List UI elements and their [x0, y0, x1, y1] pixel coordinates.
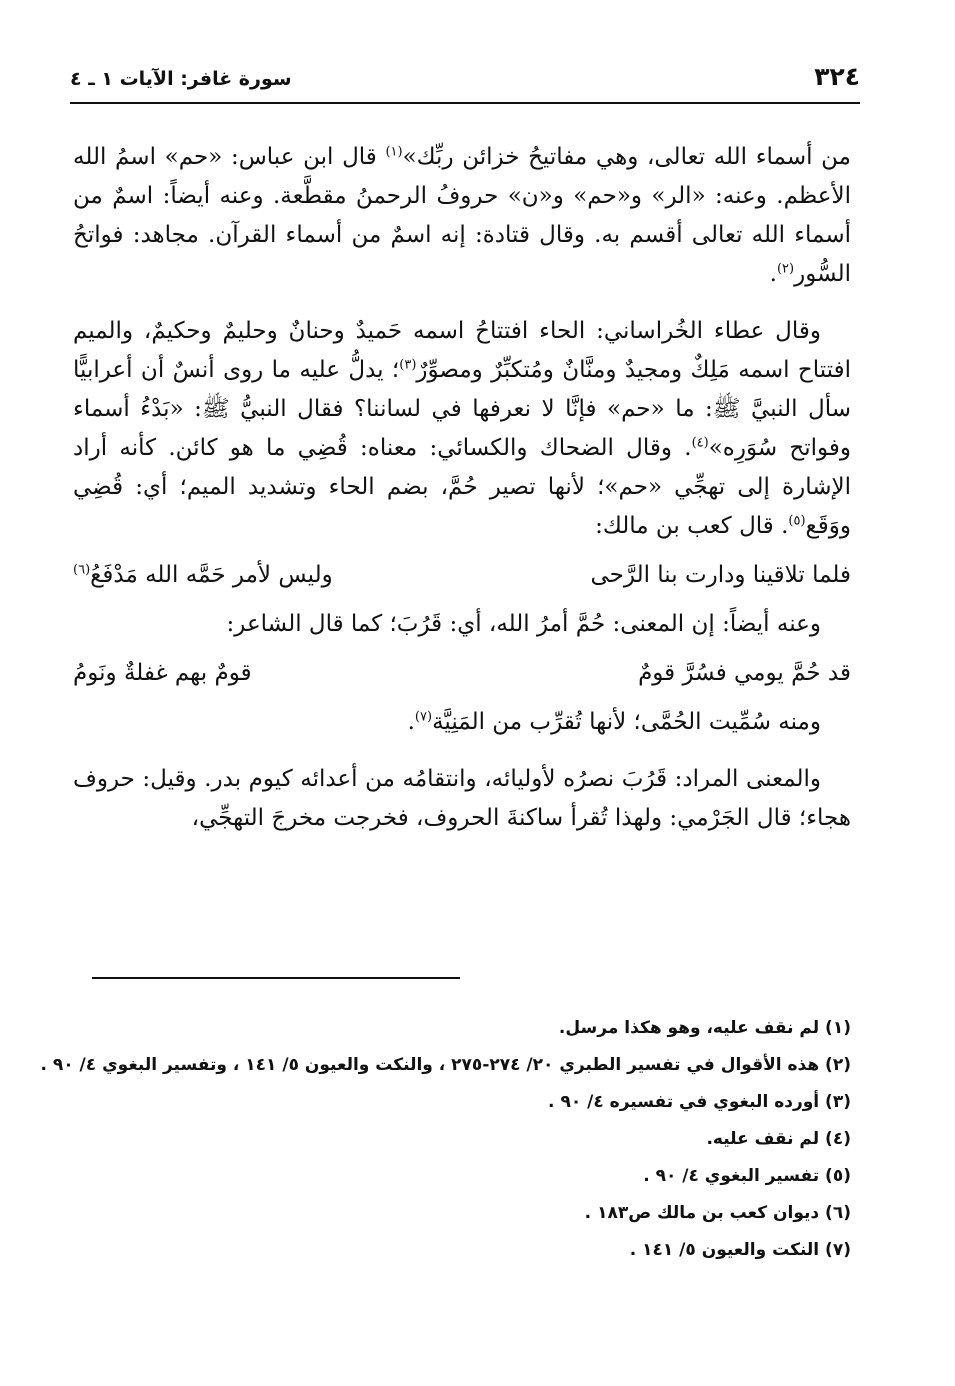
footnote-5: (٥) تفسير البغوي ٤/ ٩٠ .	[643, 1166, 851, 1186]
poetry-verse-1	[73, 556, 851, 595]
footnote-ref-5: (٥)	[788, 513, 806, 529]
footnote-ref-3: (٣)	[399, 357, 417, 373]
footnote-3: (٣) أورده البغوي في تفسيره ٤/ ٩٠ .	[548, 1092, 851, 1112]
footnote-ref-6: (٦)	[73, 562, 91, 578]
paragraph-4: ومنه سُمِّيت الحُمَّى؛ لأنها تُقرِّب من المَنِيَّة$^{(٧)}$.	[407, 709, 821, 735]
paragraph-1: من أسماء الله تعالى، وهي مفاتيحُ خزائن ربِّك»$^{(١)}$ قال ابن عباس: «حم» اسمُ الله الأعظم. وعنه: «الر» و«حم» و«ن» حروفُ الرحمنُ مقطَّعة. وعنه أيضاً: اسمٌ من أسماء الله تعالى أقسم به. وقال قتادة: إنه اسمٌ من أسماء القرآن. مجاهد: فواتحُ السُّور$^{(٢)}$.	[73, 144, 851, 287]
footnote-1: (١) لم نقف عليه، وهو هكذا مرسل.	[558, 1018, 851, 1038]
main-text	[73, 138, 851, 838]
paragraph-5: والمعنى المراد: قَرُبَ نصرُه لأوليائه، وانتقامُه من أعدائه كيوم بدر. وقيل: حروف هجاء؛ قال الجَرْمي: ولهذا تُقرأ ساكنةَ الحروف، فخرجت مخرجَ التهجِّي،	[73, 766, 851, 831]
footnotes	[40, 1010, 851, 1269]
verse-hemistich-right: قد حُمَّ يومي فسُرَّ قومٌ	[638, 660, 851, 686]
footnote-separator	[92, 977, 460, 979]
page-header	[70, 62, 860, 104]
verse-hemistich-right: فلما تلاقينا ودارت بنا الرَّحى	[590, 562, 851, 588]
footnote-7: (٧) النكت والعيون ٥/ ١٤١ .	[629, 1240, 851, 1260]
paragraph-2: وقال عطاء الخُراساني: الحاء افتتاحُ اسمه حَميدٌ وحنانٌ وحليمٌ وحكيمٌ، والميم افتتاح اسمه مَلِكٌ ومجيدٌ ومنَّانٌ ومُتكبِّرٌ ومصوِّرٌ$^{(٣)}$؛ يدلُّ عليه ما روى أنسٌ أن أعرابيًّا سأل النبيَّ ﷺ: ما «حم» فإنَّا لا نعرفها في لساننا؟ فقال النبيُّ ﷺ: «بَدْءُ أسماء وفواتح سُوَرِه»$^{(٤)}$. وقال الضحاك والكسائي: معناه: قُضِي ما هو كائن. كأنه أراد الإشارة إلى تهجِّي «حم»؛ لأنها تصير حُمَّ، بضم الحاء وتشديد الميم؛ أي: قُضِي ووَقَع$^{(٥)}$. قال كعب بن مالك:	[73, 318, 852, 539]
page-number: ٣٢٤	[814, 62, 860, 91]
footnote-ref-4: (٤)	[691, 435, 709, 451]
footnote-ref-2: (٢)	[776, 261, 795, 277]
footnote-ref-1: (١)	[385, 144, 403, 160]
footnote-ref-7: (٧)	[414, 709, 433, 725]
footnote-6: (٦) ديوان كعب بن مالك ص١٨٣ .	[584, 1203, 851, 1223]
footnote-4: (٤) لم نقف عليه.	[706, 1129, 851, 1149]
poetry-verse-2	[73, 654, 851, 693]
paragraph-3: وعنه أيضاً: إن المعنى: حُمَّ أمرُ الله، أي: قَرُبَ؛ كما قال الشاعر:	[226, 611, 821, 637]
verse-hemistich-left: قومٌ بهم غفلةٌ ونَومُ	[73, 660, 252, 686]
footnote-2: (٢) هذه الأقوال في تفسير الطبري ٢٠/ ٢٧٤-٢٧٥ ، والنكت والعيون ٥/ ١٤١ ، وتفسير البغوي ٤/ ٩٠ .	[40, 1055, 851, 1075]
running-title: سورة غافر: الآيات ١ ـ ٤	[70, 68, 292, 90]
verse-hemistich-left: وليس لأمر حَمَّه الله مَدْفَعُ$^{(٦)}$	[73, 562, 333, 588]
